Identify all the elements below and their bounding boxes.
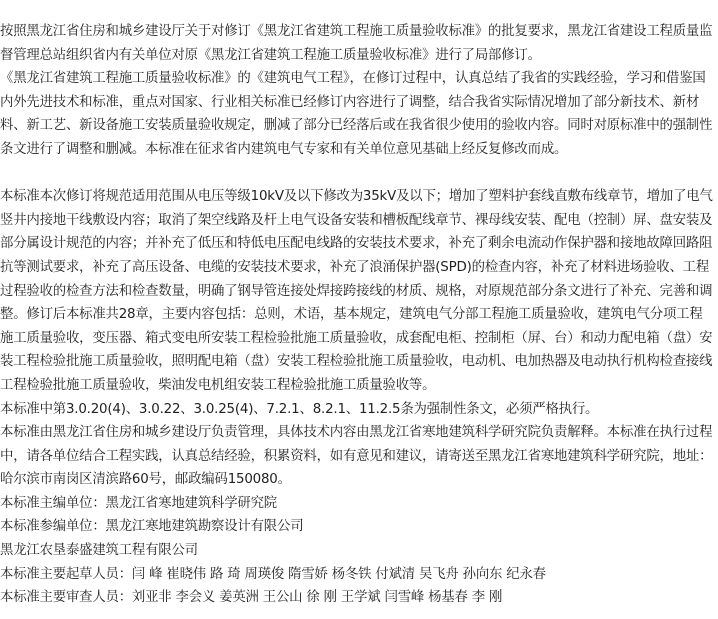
paragraph-management: 本标准由黑龙江省住房和城乡建设厅负责管理，具体技术内容由黑龙江省寒地建筑科学研究院负责解释。本标准在执行过程中，请各单位结合工程实践，认真总结经验，积累资料，如有意见和建议，请寄送至黑龙江省寒地建筑科学研究院，地址：哈尔滨市南岗区清滨路60号，邮政编码150080。 (0, 425, 713, 488)
paragraph-reviewers: 本标准主要审查人员：刘亚非 李会义 姜英洲 王公山 徐 刚 王学斌 闫雪峰 杨基春 李 刚 (0, 590, 503, 606)
document-body (0, 20, 714, 610)
paragraph-revision-summary: 《黑龙江省建筑工程施工质量验收标准》的《建筑电气工程》，在修订过程中，认真总结了我省的实践经验，学习和借鉴国内外先进技术和标准，重点对国家、行业相关标准已经修订内容进行了调整，结合我省实际情况增加了部分新技术、新材料、新工艺、新设备施工安装质量验收规定，删减了部分已经落后或在我省很少使用的验收内容。同时对原标准中的强制性条文进行了调整和删减。本标准在征求省内建筑电气专家和有关单位意见基础上经反复修改而成。 (0, 71, 713, 157)
paragraph-drafters: 本标准主要起草人员：闫 峰 崔晓伟 路 琦 周瑛俊 隋雪娇 杨冬铁 付斌清 吴飞舟 孙向东 纪永春 (0, 566, 546, 582)
paragraph-mandatory-clauses: 本标准中第3.0.20(4)、3.0.22、3.0.25(4)、7.2.1、8.2.1、11.2.5条为强制性条文，必须严格执行。 (0, 401, 599, 417)
paragraph-chief-editor-unit: 本标准主编单位：黑龙江省寒地建筑科学研究院 (0, 495, 278, 511)
paragraph-participating-unit: 本标准参编单位：黑龙江寒地建筑勘察设计有限公司 (0, 519, 304, 535)
paragraph-revision-content: 本标准本次修订将规范适用范围从电压等级10kV及以下修改为35kV及以下；增加了塑料护套线直敷布线章节，增加了电气竖井内接地干线敷设内容；取消了架空线路及杆上电气设备安装和槽板配线章节、裸母线安装、配电（控制）屏、盘安装及部分属设计规范的内容；并补充了低压和特低电压配电线路的安装技术要求，补充了剩余电流动作保护器和接地故障回路阻抗等测试要求，补充了高压设备、电缆的安装技术要求，补充了浪涌保护器(SPD)的检查内容，补充了材料进场验收、工程过程验收的检查方法和检查数量，明确了钢导管连接处焊接跨接线的材质、规格，对原规范部分条文进行了补充、完善和调整。修订后本标准共28章，主要内容包括：总则，术语，基本规定，建筑电气分部工程施工质量验收，建筑电气分项工程施工质量验收，变压器、箱式变电所安装工程检验批施工质量验收，成套配电柜、控制柜（屏、台）和动力配电箱（盘）安装工程检验批施工质量验收，照明配电箱（盘）安装工程检验批施工质量验收，电动机、电加热器及电动执行机构检查接线工程检验批施工质量验收，柴油发电机组安装工程检验批施工质量验收等。 (0, 189, 713, 393)
paragraph-revision-basis: 按照黑龙江省住房和城乡建设厅关于对修订《黑龙江省建筑工程施工质量验收标准》的批复要求，黑龙江省建设工程质量监督管理总站组织省内有关单位对原《黑龙江省建筑工程施工质量验收标准》进行了局部修订。 (0, 24, 713, 63)
paragraph-participating-unit-2: 黑龙江农垦泰盛建筑工程有限公司 (0, 543, 198, 559)
paragraph-spacer (0, 162, 714, 186)
